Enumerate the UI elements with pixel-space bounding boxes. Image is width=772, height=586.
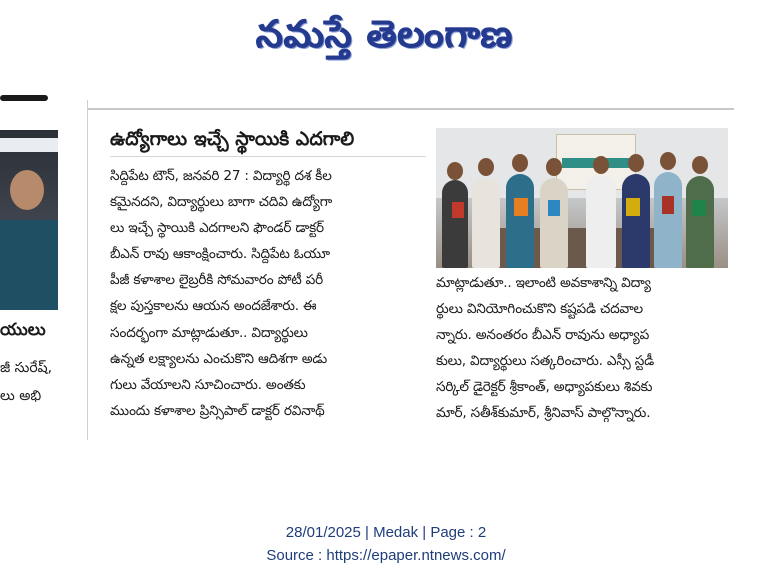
photo-person-head [692, 156, 708, 174]
body-line: క్షల పుస్తకాలను ఆయన అందజేశారు. ఈ [110, 298, 317, 315]
headline-rule [110, 156, 426, 157]
left-column-line: జీ సురేష్, [0, 360, 53, 376]
photo-person [654, 172, 682, 268]
body-line: ముందు కళాశాల ప్రిన్సిపాల్ డాక్టర్ రవినాథ్ [110, 402, 325, 419]
photo-book [452, 202, 464, 218]
photo-person [622, 174, 650, 268]
body-line: పీజీ కళాశాల లైబ్రరీకి సోమవారం పోటీ పరీ [110, 272, 323, 289]
body-line: మార్, సతీశ్‌కుమార్, శ్రీనివాస్ పాల్గొన్నారు. [436, 405, 651, 422]
photo-book [548, 200, 560, 216]
body-line: మాట్లాడుతూ.. ఇలాంటి అవకాశాన్ని విద్యా [436, 275, 651, 291]
clipped-header-bar [0, 95, 48, 101]
photo-banner [0, 138, 58, 152]
article-continued [436, 270, 732, 427]
photo-person-head [447, 162, 463, 180]
photo-person-head [546, 158, 562, 176]
photo-book [626, 198, 640, 216]
photo-person-head [593, 156, 609, 174]
body-line: ర్థులు వినియోగించుకొని కష్టపడి చదవాల [436, 301, 643, 318]
photo-book [662, 196, 674, 214]
body-line: లు ఇచ్చే స్థాయికి ఎదగాలని ఫౌండర్ డాక్టర్ [110, 220, 324, 237]
photo-person-head [478, 158, 494, 176]
top-rule [88, 108, 734, 110]
masthead [185, 4, 585, 72]
news-photo [436, 128, 728, 268]
body-line: ఉన్నత లక్ష్యాలను ఎంచుకొని ఆదిశగా అడు [110, 350, 327, 367]
photo-person [506, 174, 534, 268]
left-column-heading: యులు [0, 320, 46, 340]
masthead-title: నమస్తే తెలంగాణ [256, 10, 514, 56]
photo-book [692, 200, 706, 216]
body-line: సర్కిల్ డైరెక్టర్ శ్రీకాంత్, అధ్యాపకులు శివకు [436, 379, 653, 396]
photo-person [472, 178, 500, 268]
photo-person [686, 176, 714, 268]
footer-source-line: Source : https://epaper.ntnews.com/ [266, 547, 506, 564]
body-line: బీఎన్ రావు ఆకాంక్షించారు. సిద్దిపేట ఓయూ [110, 246, 330, 263]
body-line: గులు వేయాలని సూచించారు. అంతకు [110, 376, 306, 393]
photo-person-head [660, 152, 676, 170]
left-column-photo [0, 130, 58, 310]
photo-person-head [628, 154, 644, 172]
body-line: కులు, విద్యార్థులు సత్కరించారు. ఎస్సీ స్టడీ [436, 353, 654, 370]
photo-book [514, 198, 528, 216]
body-line: న్నారు. అనంతరం బీఎన్ రావును అధ్యాప [436, 327, 650, 344]
article-body [110, 163, 428, 424]
photo-person-head [512, 154, 528, 172]
photo-person [540, 178, 568, 268]
photo-shirt [0, 220, 58, 310]
column-divider [87, 100, 88, 440]
article-headline: ఉద్యోగాలు ఇచ్చే స్థాయికి ఎదగాలి [110, 128, 355, 150]
photo-person [442, 180, 468, 268]
body-line: సిద్దిపేట టౌన్, జనవరి 27 : విద్యార్థి దశ కీల [110, 168, 332, 184]
photo-face [10, 170, 44, 210]
body-line: కమైనదని, విద్యార్థులు బాగా చదివి ఉద్యోగా [110, 194, 333, 211]
photo-person [586, 176, 616, 268]
footer-date-line: 28/01/2025 | Medak | Page : 2 [285, 524, 487, 541]
body-line: సందర్భంగా మాట్లాడుతూ.. విద్యార్థులు [110, 324, 308, 341]
left-column-line: లు అభి [0, 388, 42, 404]
